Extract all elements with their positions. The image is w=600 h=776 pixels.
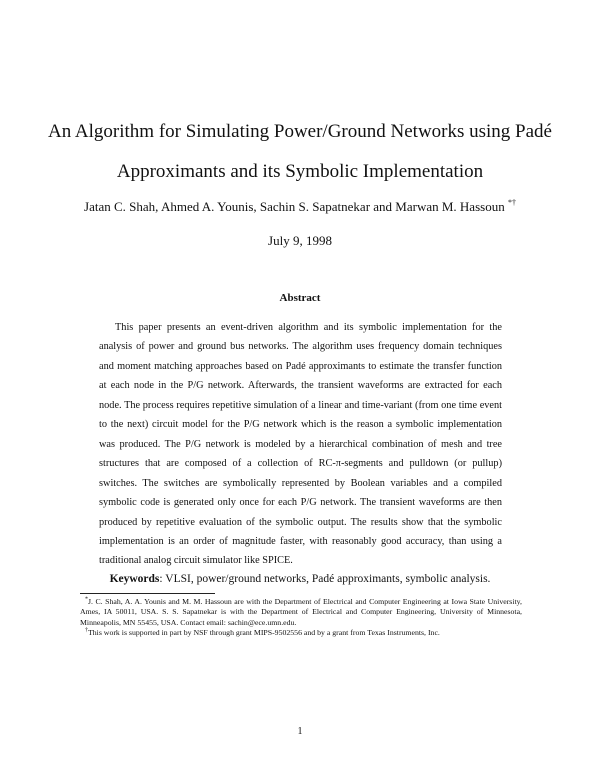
abstract-heading: Abstract <box>279 292 321 304</box>
abstract-paragraph: This paper presents an event-driven algorithm and its symbolic implementation for the analysis of power and ground bus networks. The algorithm uses frequency domain techniques and moment matching approaches based on Padé approximants to estimate the transfer function at each node in the P/G network. Afterwards, the transient waveforms are extracted for each node. The process requires repetitive simulation of a linear and time-variant (from one time event to the next) circuit model for the P/G network which is the reason a symbolic implementation was produced. The P/G network is modeled by a hierarchical combination of mesh and tree structures that are composed of a collection of RC-π-segments and pulldown (or pullup) switches. The switches are symbolically represented by Boolean variables and a compiled symbolic code is generated only once for each P/G network. The transient waveforms are then produced by repetitive evaluation of the symbolic output. The results show that the symbolic implementation is an order of magnitude faster, with reasonably good accuracy, than using a traditional analog circuit simulator like SPICE. <box>99 322 502 567</box>
footnote-funding <box>80 628 522 638</box>
footnotes <box>80 597 522 638</box>
footnote-1-text: J. C. Shah, A. A. Younis and M. M. Hassoun are with the Department of Electrical and Computer Engineering at Iowa State University, Ames, IA 50011, USA. S. S. Sapatnekar is with the Department of Electrical and Computer Engineering, University of Minnesota, Minneapolis, MN 55455, USA. Contact email: sachin@ece.umn.edu. <box>80 597 522 627</box>
footnote-rule <box>80 593 215 594</box>
keywords-text: : VLSI, power/ground networks, Padé approximants, symbolic analysis. <box>159 573 491 585</box>
keywords-line <box>40 572 560 586</box>
abstract-body <box>99 318 502 571</box>
paper-title-line-2: Approximants and its Symbolic Implementation <box>116 161 484 182</box>
author-names: Jatan C. Shah, Ahmed A. Younis, Sachin S. Sapatnekar and Marwan M. Hassoun <box>84 199 505 214</box>
footnote-2-mark: † <box>85 627 88 634</box>
footnote-1-mark: * <box>85 596 88 603</box>
footnote-2-text: This work is supported in part by NSF through grant MIPS-9502556 and by a grant from Texas Instruments, Inc. <box>88 627 440 637</box>
paper-title-line-1: An Algorithm for Simulating Power/Ground Networks using Padé <box>48 121 552 142</box>
keywords-label: Keywords <box>109 573 160 585</box>
author-footnote-marks: *† <box>507 197 516 207</box>
author-list <box>40 199 560 215</box>
page-number: 1 <box>297 726 303 737</box>
publication-date: July 9, 1998 <box>268 233 332 248</box>
footnote-affiliations <box>80 597 522 628</box>
